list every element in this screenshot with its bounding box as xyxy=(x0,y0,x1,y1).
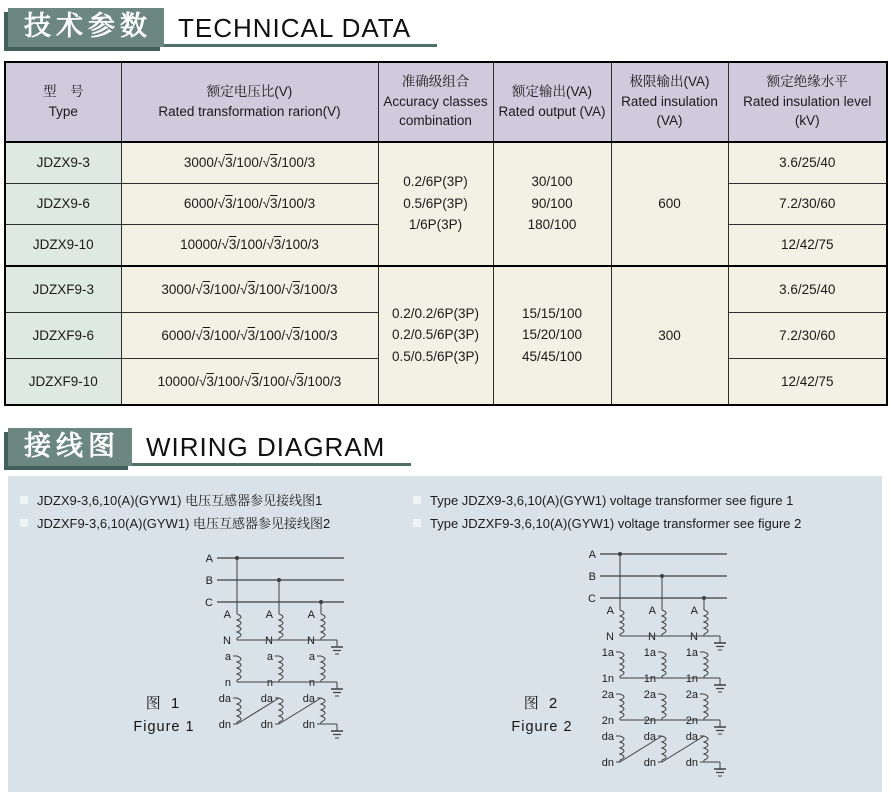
svg-text:da: da xyxy=(685,731,698,744)
svg-text:2a: 2a xyxy=(643,689,656,702)
svg-text:2a: 2a xyxy=(685,689,698,702)
wiring-diagram-panel xyxy=(8,476,882,792)
svg-text:N: N xyxy=(307,635,315,648)
svg-text:1n: 1n xyxy=(643,673,656,686)
figure-2-caption: 图 2 Figure 2 xyxy=(511,695,573,736)
svg-text:A: A xyxy=(588,549,596,562)
cell-limit-group1: 600 xyxy=(611,142,728,266)
svg-text:da: da xyxy=(260,693,273,706)
svg-text:N: N xyxy=(223,635,231,648)
svg-text:A: A xyxy=(307,609,315,622)
cell-limit-group2: 300 xyxy=(611,266,728,405)
svg-text:dn: dn xyxy=(260,719,273,732)
svg-text:A: A xyxy=(223,609,231,622)
square-bullet-icon xyxy=(413,496,421,504)
svg-text:A: A xyxy=(205,553,213,566)
cell-type: JDZXF9-3 xyxy=(5,266,121,313)
wiring-figure-1-diagram xyxy=(197,546,347,746)
header-limit-output: 极限输出(VA) Rated insulation (VA) xyxy=(611,62,728,142)
table-row xyxy=(5,142,887,184)
cell-level: 7.2/30/60 xyxy=(728,183,887,224)
cell-level: 7.2/30/60 xyxy=(728,312,887,358)
wiring-figure-1 xyxy=(92,546,362,761)
svg-text:A: A xyxy=(265,609,273,622)
note-line: Type JDZXF9-3,6,10(A)(GYW1) voltage transformer see figure 2 xyxy=(413,512,801,535)
cell-type: JDZXF9-6 xyxy=(5,312,121,358)
svg-text:2a: 2a xyxy=(601,689,614,702)
technical-title-en: TECHNICAL DATA xyxy=(164,15,437,47)
cell-type: JDZX9-3 xyxy=(5,142,121,184)
cell-level: 12/42/75 xyxy=(728,358,887,405)
cell-ratio: 3000/√3/100/√3/100/3 xyxy=(121,142,378,184)
cell-accuracy-group2: 0.2/0.2/6P(3P) 0.2/0.5/6P(3P) 0.5/0.5/6P(3P) xyxy=(378,266,493,405)
svg-text:N: N xyxy=(690,631,698,644)
header-accuracy: 准确级组合 Accuracy classes combination xyxy=(378,62,493,142)
svg-text:a: a xyxy=(308,651,315,664)
cell-ratio: 10000/√3/100/√3/100/3 xyxy=(121,224,378,266)
cell-accuracy-group1: 0.2/6P(3P) 0.5/6P(3P) 1/6P(3P) xyxy=(378,142,493,266)
svg-text:A: A xyxy=(606,605,614,618)
note-line: Type JDZX9-3,6,10(A)(GYW1) voltage transformer see figure 1 xyxy=(413,489,801,512)
wiring-title-zh: 接线图 xyxy=(8,428,132,467)
svg-text:C: C xyxy=(205,597,213,610)
svg-text:1a: 1a xyxy=(601,647,614,660)
svg-text:dn: dn xyxy=(601,757,614,770)
svg-text:C: C xyxy=(588,593,596,606)
svg-text:2n: 2n xyxy=(643,715,656,728)
wiring-figure-2-diagram xyxy=(580,542,730,782)
svg-text:2n: 2n xyxy=(601,715,614,728)
cell-level: 12/42/75 xyxy=(728,224,887,266)
square-bullet-icon xyxy=(20,519,28,527)
cell-ratio: 6000/√3/100/√3/100/√3/100/3 xyxy=(121,312,378,358)
cell-output-group1: 30/100 90/100 180/100 xyxy=(493,142,611,266)
svg-text:a: a xyxy=(266,651,273,664)
svg-text:1a: 1a xyxy=(685,647,698,660)
svg-text:2n: 2n xyxy=(685,715,698,728)
cell-level: 3.6/25/40 xyxy=(728,142,887,184)
wiring-figure-2 xyxy=(470,542,755,792)
svg-text:dn: dn xyxy=(302,719,315,732)
svg-text:da: da xyxy=(218,693,231,706)
cell-ratio: 6000/√3/100/√3/100/3 xyxy=(121,183,378,224)
technical-title-zh: 技术参数 xyxy=(8,8,164,47)
svg-text:N: N xyxy=(606,631,614,644)
svg-text:B: B xyxy=(205,575,213,588)
svg-text:dn: dn xyxy=(643,757,656,770)
header-type: 型 号 Type xyxy=(5,62,121,142)
svg-text:1a: 1a xyxy=(643,647,656,660)
svg-text:da: da xyxy=(302,693,315,706)
svg-text:n: n xyxy=(266,677,273,690)
svg-text:n: n xyxy=(224,677,231,690)
svg-text:n: n xyxy=(308,677,315,690)
svg-text:da: da xyxy=(601,731,614,744)
header-ratio: 额定电压比(V) Rated transformation rarion(V) xyxy=(121,62,378,142)
cell-output-group2: 15/15/100 15/20/100 45/45/100 xyxy=(493,266,611,405)
table-header-row xyxy=(5,62,887,142)
wiring-diagram-section-header xyxy=(8,428,890,467)
notes-chinese xyxy=(20,489,330,535)
notes-english xyxy=(413,489,801,535)
svg-text:1n: 1n xyxy=(685,673,698,686)
wiring-title-en: WIRING DIAGRAM xyxy=(132,434,411,466)
cell-ratio: 3000/√3/100/√3/100/√3/100/3 xyxy=(121,266,378,313)
cell-level: 3.6/25/40 xyxy=(728,266,887,313)
svg-text:da: da xyxy=(643,731,656,744)
svg-text:1n: 1n xyxy=(601,673,614,686)
svg-text:dn: dn xyxy=(685,757,698,770)
cell-ratio: 10000/√3/100/√3/100/√3/100/3 xyxy=(121,358,378,405)
svg-text:B: B xyxy=(588,571,596,584)
svg-text:N: N xyxy=(648,631,656,644)
figure-1-caption: 图 1 Figure 1 xyxy=(133,695,195,736)
table-row xyxy=(5,266,887,313)
cell-type: JDZXF9-10 xyxy=(5,358,121,405)
svg-text:A: A xyxy=(690,605,698,618)
note-line: JDZXF9-3,6,10(A)(GYW1) 电压互感器参见接线图2 xyxy=(20,512,330,535)
square-bullet-icon xyxy=(413,519,421,527)
technical-data-section-header xyxy=(8,8,890,47)
header-rated-output: 额定输出(VA) Rated output (VA) xyxy=(493,62,611,142)
svg-text:dn: dn xyxy=(218,719,231,732)
header-insulation-level: 额定绝缘水平 Rated insulation level (kV) xyxy=(728,62,887,142)
svg-text:a: a xyxy=(224,651,231,664)
svg-text:N: N xyxy=(265,635,273,648)
cell-type: JDZX9-6 xyxy=(5,183,121,224)
note-line: JDZX9-3,6,10(A)(GYW1) 电压互感器参见接线图1 xyxy=(20,489,330,512)
technical-data-table xyxy=(4,61,888,406)
cell-type: JDZX9-10 xyxy=(5,224,121,266)
square-bullet-icon xyxy=(20,496,28,504)
svg-text:A: A xyxy=(648,605,656,618)
